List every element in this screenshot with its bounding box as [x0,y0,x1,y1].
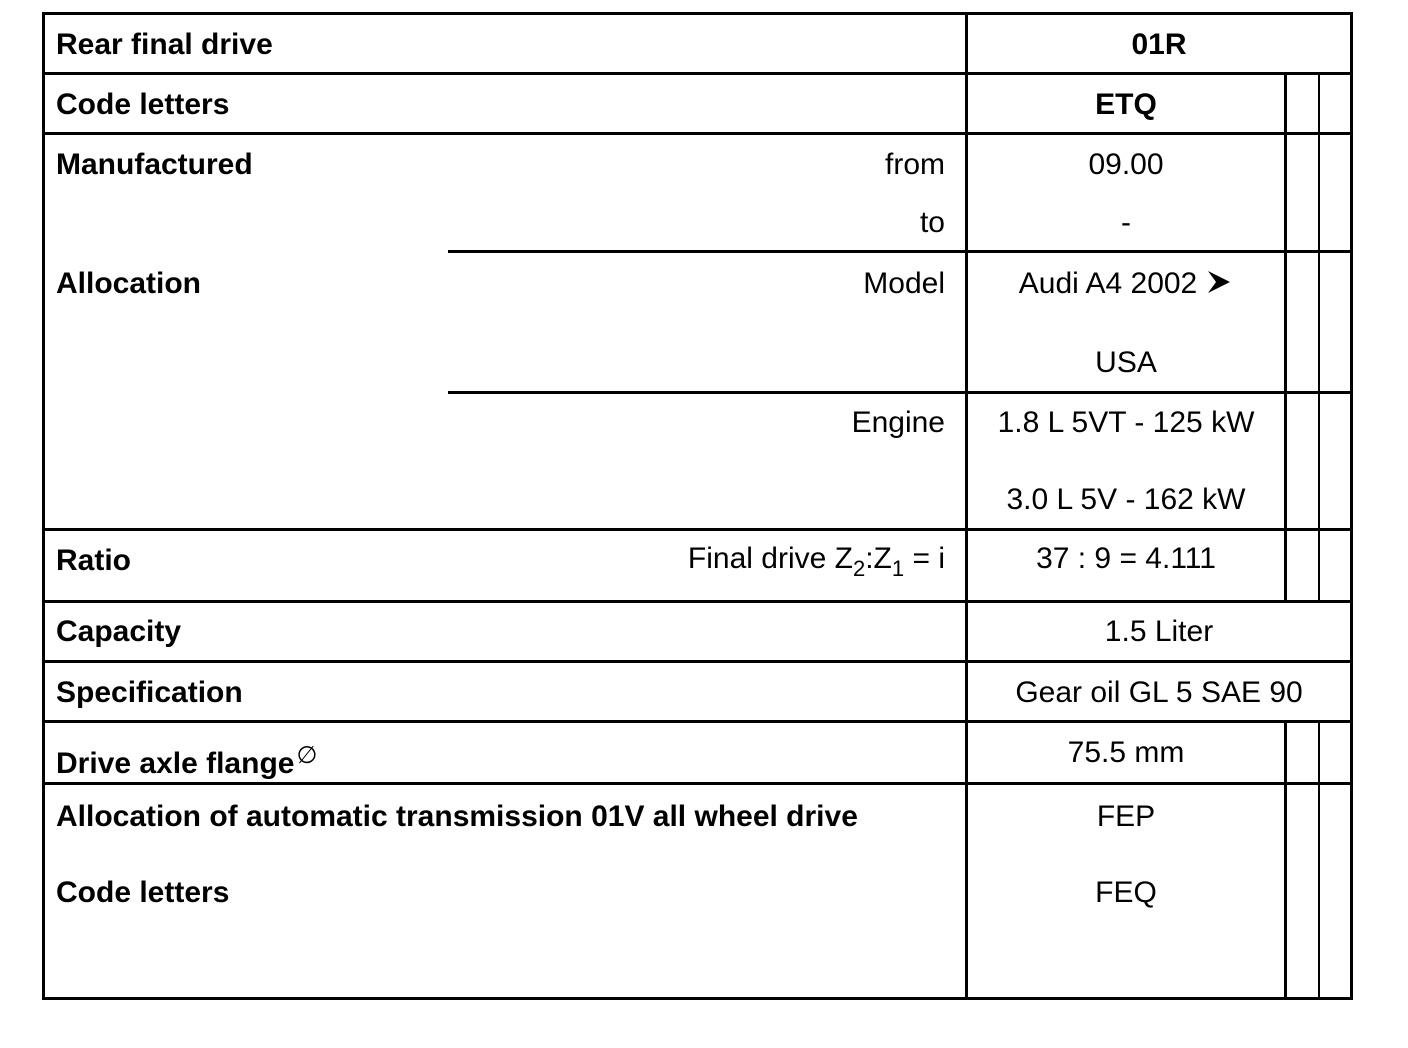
row-divider [42,782,1353,785]
row-divider [42,720,1353,723]
allocation-engine-2: 3.0 L 5V - 162 kW [1006,483,1246,516]
model-name: Audi A4 2002 [1018,267,1198,300]
narrow-col-line-1 [1284,722,1287,999]
narrow-col-line-2 [1318,73,1320,602]
allocation-label: Allocation [56,267,202,300]
row-divider [448,250,1353,253]
table-border-right [1350,12,1353,1000]
manufactured-label: Manufactured [56,148,253,181]
allocation-model-label: Model [863,267,945,300]
table-border-left [42,12,45,1000]
code-letters-label: Code letters [56,88,230,121]
manufactured-from-label: from [885,148,945,181]
narrow-col-line-1 [1284,73,1287,602]
ratio-value: 37 : 9 = 4.111 [1036,542,1216,575]
capacity-value: 1.5 Liter [1104,615,1214,648]
drive-axle-flange-value: 75.5 mm [1067,736,1185,769]
drive-axle-flange-text: Drive axle flange [56,747,295,780]
arrow-right-icon [1205,269,1233,295]
allocation-engine-1: 1.8 L 5VT - 125 kW [997,406,1255,439]
ratio-formula-suffix: = i [904,542,945,575]
narrow-col-line-2 [1318,722,1320,999]
row-divider [42,660,1353,663]
capacity-label: Capacity [56,615,182,648]
row-divider [42,72,1353,75]
table-border-bottom [42,997,1353,1000]
allocation-model-value [968,267,1284,301]
specification-value: Gear oil GL 5 SAE 90 [1015,676,1303,709]
ratio-label: Ratio [56,544,131,577]
ratio-sub-2: 2 [852,556,866,581]
row-divider [42,528,1353,531]
manufactured-to-label: to [919,206,945,239]
rear-final-drive-label: Rear final drive [56,28,273,61]
auto-trans-value: FEP [1096,800,1156,833]
manufactured-from-value: 09.00 [1088,148,1164,181]
code-letters-value: ETQ [1095,88,1157,121]
row-divider-partial [448,391,1353,394]
manufactured-to-value: - [1121,206,1131,239]
auto-trans-code-label: Code letters [56,876,230,909]
ratio-formula-mid: :Z [865,542,892,575]
auto-trans-code-value: FEQ [1095,876,1157,909]
ratio-formula-prefix: Final drive Z [687,542,853,575]
auto-trans-label: Allocation of automatic transmission 01V all wheel drive [56,800,858,833]
table-border-top [42,12,1353,15]
allocation-engine-label: Engine [851,406,945,439]
ratio-formula [560,542,945,581]
drive-axle-flange-label [56,739,317,781]
diameter-icon: ∅ [296,742,318,769]
row-divider [42,600,1353,603]
row-divider [42,132,1353,135]
specification-label: Specification [56,676,243,709]
allocation-market: USA [1095,346,1157,379]
ratio-sub-1: 1 [891,556,905,581]
rear-final-drive-value: 01R [1131,28,1187,61]
